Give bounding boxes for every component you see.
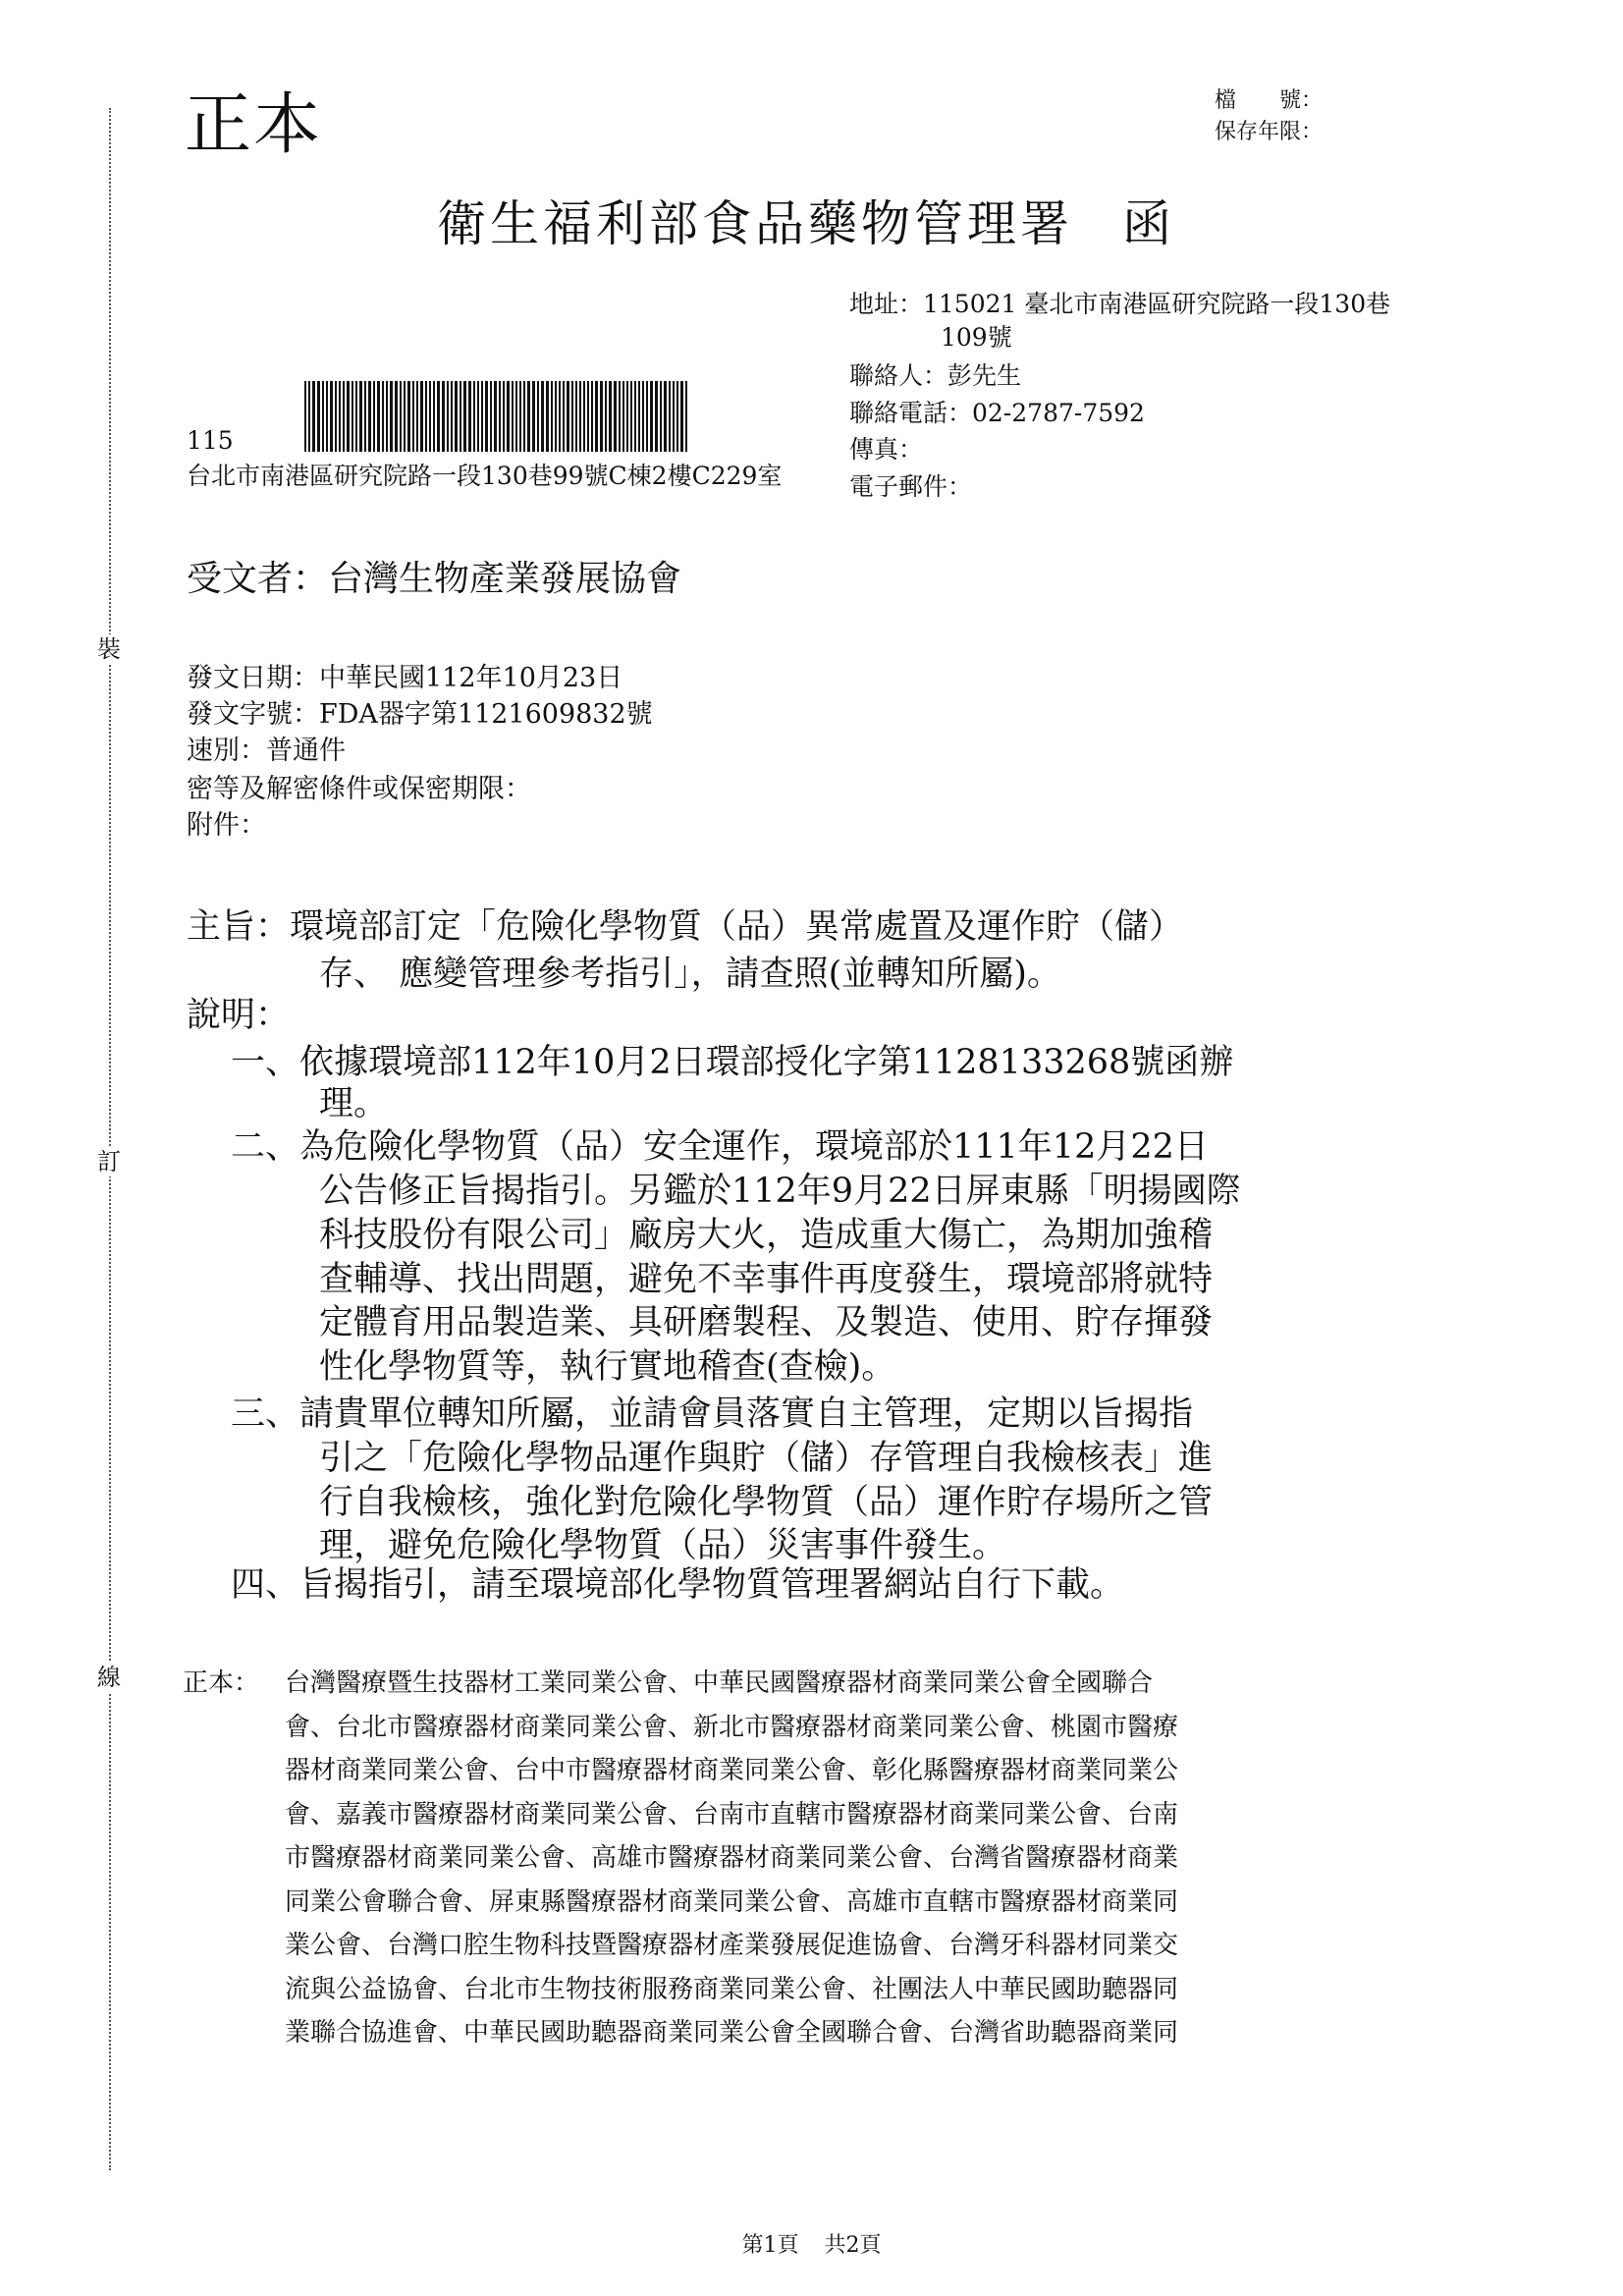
barcode-bar bbox=[343, 381, 345, 452]
copy-to-line: 業公會、台灣口腔生物科技暨醫療器材產業發展促進協會、台灣牙科器材同業交 bbox=[285, 1931, 1179, 1960]
barcode-bar bbox=[551, 381, 553, 452]
barcode-bar bbox=[634, 381, 636, 452]
secrecy-level: 密等及解密條件或保密期限： bbox=[187, 774, 531, 804]
barcode-bar bbox=[377, 381, 380, 452]
barcode-bar bbox=[455, 381, 458, 452]
barcode-bar bbox=[609, 381, 612, 452]
barcode-bar bbox=[622, 381, 624, 452]
contact-email: 電子郵件： bbox=[849, 472, 973, 501]
barcode-bar bbox=[626, 381, 628, 452]
barcode-bar bbox=[664, 381, 667, 452]
barcode-bar bbox=[407, 381, 410, 452]
attachment: 附件： bbox=[187, 810, 266, 841]
barcode-bar bbox=[591, 381, 593, 452]
barcode-bar bbox=[386, 381, 388, 452]
barcode-bar bbox=[595, 381, 598, 452]
barcode-bar bbox=[322, 381, 324, 452]
explanation-item-1-line: 一、依據環境部112年10月2日環部授化字第1128133268號函辦 bbox=[231, 1043, 1234, 1082]
explanation-item-2-line: 查輔導、找出問題，避免不幸事件再度發生，環境部將就特 bbox=[319, 1260, 1214, 1299]
barcode-bar bbox=[359, 381, 362, 452]
barcode-bar bbox=[583, 381, 585, 452]
barcode-bar bbox=[537, 381, 539, 452]
barcode-bar bbox=[555, 381, 557, 452]
explanation-item-4-line: 四、旨揭指引，請至環境部化學物質管理署網站自行下載。 bbox=[231, 1565, 1125, 1605]
barcode-bar bbox=[382, 381, 384, 452]
delivery-speed: 速別：普通件 bbox=[187, 736, 346, 766]
explanation-item-2-line: 性化學物質等，執行實地稽查(查檢)。 bbox=[319, 1347, 896, 1387]
barcode-bar bbox=[575, 381, 577, 452]
barcode-bar bbox=[685, 381, 687, 452]
copy-to-line: 同業公會聯合會、屏東縣醫療器材商業同業公會、高雄市直轄市醫療器材商業同 bbox=[285, 1887, 1179, 1917]
barcode-bar bbox=[660, 381, 662, 452]
barcode-bar bbox=[404, 381, 406, 452]
sender-address: 台北市南港區研究院路一段130巷99號C棟2樓C229室 bbox=[187, 462, 783, 490]
barcode-bar bbox=[499, 381, 501, 452]
barcode-bar bbox=[425, 381, 427, 452]
barcode-bar bbox=[364, 381, 366, 452]
barcode-bar bbox=[630, 381, 632, 452]
explanation-item-3-line: 理，避免危險化學物質（品）災害事件發生。 bbox=[319, 1526, 1007, 1565]
copy-to-line: 器材商業同業公會、台中市醫療器材商業同業公會、彰化縣醫療器材商業同業公 bbox=[285, 1756, 1179, 1785]
barcode-bar bbox=[515, 381, 517, 452]
explanation-item-3-line: 三、請貴單位轉知所屬，並請會員落實自主管理，定期以旨揭指 bbox=[231, 1394, 1194, 1434]
barcode-bar bbox=[541, 381, 544, 452]
barcode-bar bbox=[646, 381, 648, 452]
barcode-bar bbox=[571, 381, 573, 452]
barcode-bar bbox=[368, 381, 371, 452]
barcode-bar bbox=[339, 381, 341, 452]
barcode-bar bbox=[650, 381, 653, 452]
page-footer bbox=[0, 2231, 1623, 2261]
agency-address-line1: 地址：115021 臺北市南港區研究院路一段130巷 bbox=[849, 290, 1391, 318]
contact-fax: 傳真： bbox=[849, 435, 924, 464]
file-number-label: 檔 號： bbox=[1215, 88, 1324, 113]
barcode-bar bbox=[390, 381, 393, 452]
barcode-bar bbox=[326, 381, 328, 452]
document-title bbox=[437, 192, 1175, 255]
barcode-bar bbox=[680, 381, 683, 452]
barcode-bar bbox=[655, 381, 658, 452]
barcode-bar bbox=[503, 381, 505, 452]
copy-to-label: 正本： bbox=[183, 1668, 260, 1698]
copy-to-line: 會、嘉義市醫療器材商業同業公會、台南市直轄市醫療器材商業同業公會、台南 bbox=[285, 1800, 1179, 1830]
barcode-bar bbox=[373, 381, 375, 452]
explanation-item-2-line: 公告修正旨揭指引。另鑑於112年9月22日屏東縣「明揚國際 bbox=[319, 1172, 1241, 1211]
barcode-bar bbox=[330, 381, 333, 452]
retention-period-label: 保存年限： bbox=[1215, 120, 1324, 144]
document-number: 發文字號：FDA器字第1121609832號 bbox=[187, 699, 653, 730]
barcode-bar bbox=[490, 381, 492, 452]
barcode-bar bbox=[638, 381, 640, 452]
barcode-bar bbox=[600, 381, 603, 452]
barcode-bar bbox=[433, 381, 435, 452]
binding-mark-zhuang: 裝 bbox=[92, 634, 126, 664]
barcode-bar bbox=[673, 381, 675, 452]
barcode-bar bbox=[400, 381, 402, 452]
barcode-bar bbox=[442, 381, 445, 452]
subject-line-1: 主旨：環境部訂定「危險化學物質（品）異常處置及運作貯（儲） bbox=[187, 907, 1184, 947]
contact-phone: 聯絡電話：02-2787-7592 bbox=[849, 399, 1145, 427]
explanation-item-3-line: 引之「危險化學物品運作與貯（儲）存管理自我檢核表」進 bbox=[319, 1439, 1214, 1478]
barcode-bar bbox=[614, 381, 617, 452]
barcode-bar bbox=[619, 381, 621, 452]
barcode-bar bbox=[512, 381, 514, 452]
barcode-bar bbox=[527, 381, 530, 452]
total-pages: 共2頁 bbox=[824, 2233, 882, 2258]
barcode-bar bbox=[494, 381, 497, 452]
barcode-bar bbox=[481, 381, 483, 452]
barcode-bar bbox=[559, 381, 561, 452]
copy-to-line: 流與公益協會、台北市生物技術服務商業同業公會、社團法人中華民國助聽器同 bbox=[285, 1975, 1179, 2004]
page-number: 第1頁 bbox=[741, 2233, 799, 2258]
barcode-bar bbox=[317, 381, 320, 452]
barcode-bar bbox=[412, 381, 414, 452]
explanation-item-2-line: 二、為危險化學物質（品）安全運作，環境部於111年12月22日 bbox=[231, 1127, 1209, 1167]
barcode-bar bbox=[420, 381, 423, 452]
sender-postal-code: 115 bbox=[187, 426, 234, 455]
barcode-bar bbox=[335, 381, 337, 452]
barcode-bar bbox=[447, 381, 449, 452]
agency-address-line2: 109號 bbox=[941, 323, 1012, 352]
barcode-bar bbox=[429, 381, 431, 452]
explanation-item-3-line: 行自我檢核，強化對危險化學物質（品）運作貯存場所之管 bbox=[319, 1483, 1214, 1522]
agency-name: 衛生福利部食品藥物管理署 bbox=[437, 195, 1073, 252]
barcode-bar bbox=[567, 381, 569, 452]
barcode-bar bbox=[587, 381, 589, 452]
barcode-bar bbox=[416, 381, 418, 452]
explanation-item-2-line: 定體育用品製造業、具研磨製程、及製造、使用、貯存揮發 bbox=[319, 1303, 1214, 1342]
document-type: 函 bbox=[1122, 195, 1175, 252]
barcode-bar bbox=[523, 381, 525, 452]
barcode-bar bbox=[304, 381, 306, 452]
barcode-bar bbox=[463, 381, 466, 452]
barcode-bar bbox=[546, 381, 549, 452]
barcode-bar bbox=[437, 381, 440, 452]
barcode-bar bbox=[669, 381, 671, 452]
barcode-bar bbox=[563, 381, 565, 452]
barcode-bar bbox=[347, 381, 350, 452]
barcode-bar bbox=[579, 381, 581, 452]
copy-to-line: 業聯合協進會、中華民國助聽器商業同業公會全國聯合會、台灣省助聽器商業同 bbox=[285, 2018, 1179, 2048]
postal-barcode bbox=[304, 381, 697, 452]
copy-to-line: 會、台北市醫療器材商業同業公會、新北市醫療器材商業同業公會、桃園市醫療 bbox=[285, 1713, 1179, 1742]
explanation-item-1-line: 理。 bbox=[319, 1084, 389, 1123]
barcode-bar bbox=[477, 381, 479, 452]
explanation-heading: 說明： bbox=[187, 996, 291, 1035]
issue-date: 發文日期：中華民國112年10月23日 bbox=[187, 663, 623, 693]
recipient: 受文者：台灣生物產業發展協會 bbox=[187, 559, 682, 599]
barcode-bar bbox=[460, 381, 461, 452]
barcode-bar bbox=[532, 381, 535, 452]
contact-person: 聯絡人：彭先生 bbox=[849, 361, 1022, 390]
barcode-bar bbox=[308, 381, 310, 452]
barcode-bar bbox=[605, 381, 607, 452]
binding-mark-ding: 訂 bbox=[92, 1147, 126, 1176]
barcode-bar bbox=[519, 381, 521, 452]
barcode-bar bbox=[507, 381, 510, 452]
barcode-bar bbox=[676, 381, 678, 452]
copy-to-line: 台灣醫療暨生技器材工業同業公會、中華民國醫療器材商業同業公會全國聯合 bbox=[285, 1668, 1154, 1698]
subject-line-2: 存、 應變管理參考指引」，請查照(並轉知所屬)。 bbox=[319, 955, 1061, 994]
barcode-bar bbox=[485, 381, 488, 452]
barcode-bar bbox=[451, 381, 453, 452]
barcode-bar bbox=[312, 381, 315, 452]
barcode-bar bbox=[642, 381, 644, 452]
copy-to-line: 市醫療器材商業同業公會、高雄市醫療器材商業同業公會、台灣省醫療器材商業 bbox=[285, 1843, 1179, 1873]
explanation-item-2-line: 科技股份有限公司」廠房大火，造成重大傷亡，為期加強稽 bbox=[319, 1216, 1214, 1255]
barcode-bar bbox=[395, 381, 398, 452]
binding-margin-line bbox=[109, 108, 111, 2170]
barcode-bar bbox=[468, 381, 471, 452]
original-copy-stamp: 正本 bbox=[185, 86, 323, 164]
barcode-bar bbox=[352, 381, 353, 452]
barcode-bar bbox=[355, 381, 357, 452]
binding-mark-xian: 線 bbox=[92, 1663, 126, 1692]
barcode-bar bbox=[473, 381, 475, 452]
